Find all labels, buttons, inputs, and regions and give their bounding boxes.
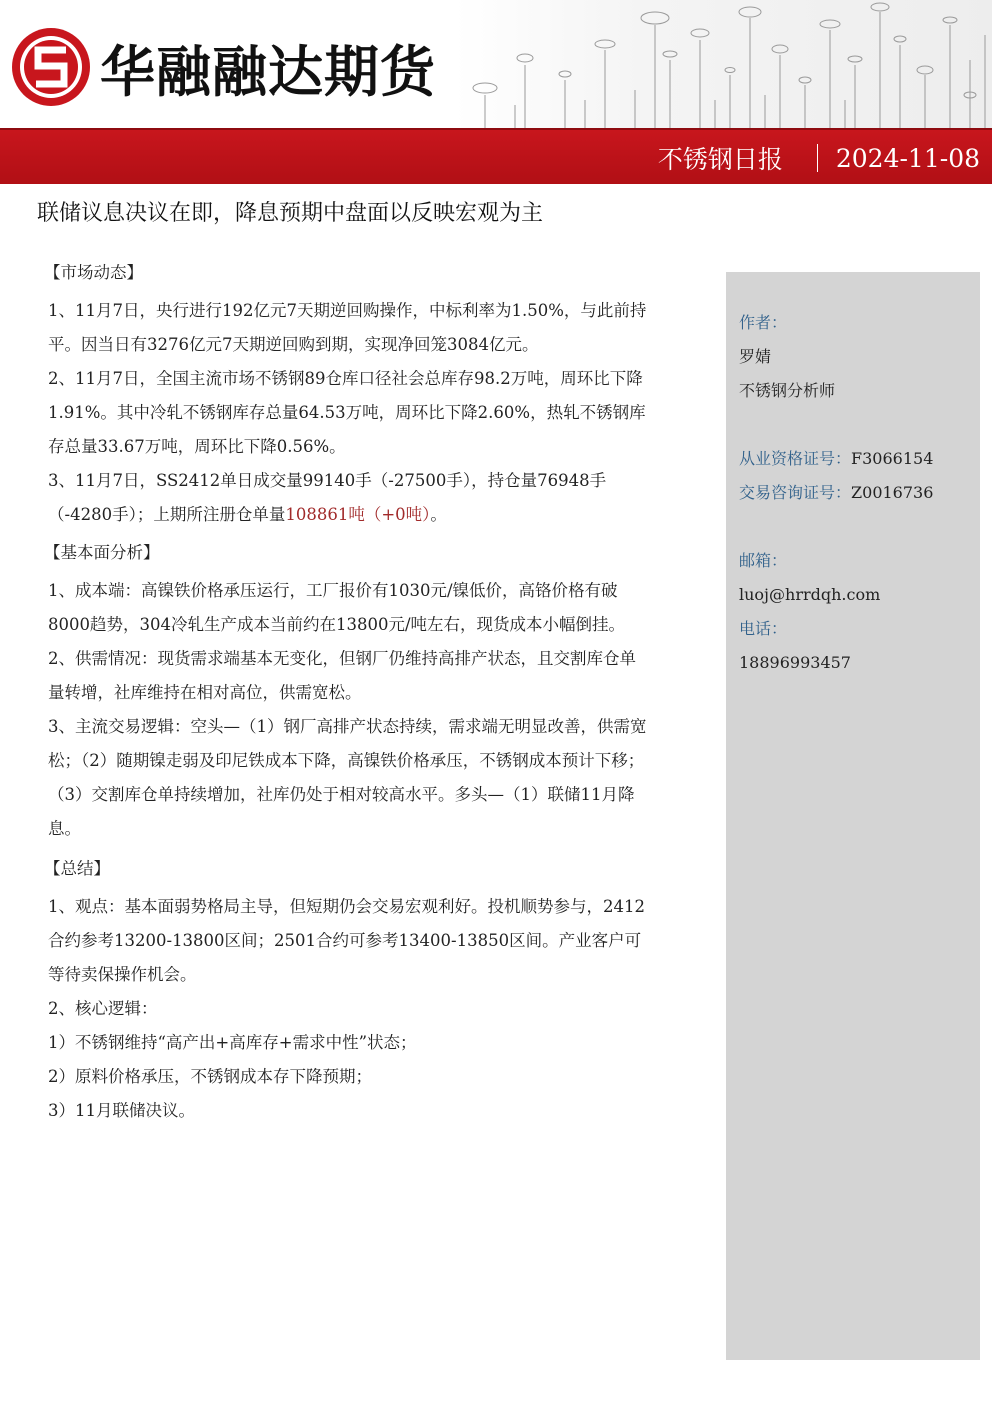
warehouse-receipt-highlight: 108861吨（+0吨）: [285, 505, 431, 524]
title-band: [0, 128, 992, 184]
market-paragraph-1: 1、11月7日，央行进行192亿元7天期逆回购操作，中标利率为1.50%，与此前持平。因当日有3276亿元7天期逆回购到期，实现净回笼3084亿元。: [48, 301, 647, 354]
report-meta: [658, 140, 980, 176]
email-label: 邮箱：: [739, 551, 788, 570]
market-paragraph-2: 2、11月7日，全国主流市场不锈钢89仓库口径社会总库存98.2万吨，周环比下降1.91%。其中冷轧不锈钢库存总量64.53万吨，周环比下降2.60%，热轧不锈钢库存总量33.67万吨，周环比下降0.56%。: [48, 369, 646, 456]
report-type: 不锈钢日报: [657, 145, 783, 174]
s-seal-logo-icon: [10, 26, 92, 108]
author-label: 作者：: [739, 313, 788, 332]
band-divider: [817, 144, 818, 172]
summary-paragraph-4: 2）原料价格承压，不锈钢成本存下降预期；: [48, 1067, 372, 1086]
author-sidebar: [726, 272, 980, 1360]
email-link[interactable]: luoj@hrrdqh.com: [739, 585, 881, 604]
author-title: 不锈钢分析师: [739, 381, 836, 400]
market-paragraph-3-main: 3、11月7日，SS2412单日成交量99140手（-27500手），持仓量76948手（-4280手）；上期所注册仓单量: [48, 471, 607, 524]
main-content: [44, 256, 648, 1128]
summary-paragraph-1: 1、观点：基本面弱势格局主导，但短期仍会交易宏观利好。投机顺势参与，2412合约参考13200-13800区间；2501合约可参考13400-13850区间。产业客户可等待卖保操作机会。: [48, 897, 645, 984]
header-decoration: [455, 0, 992, 128]
cert-line: [739, 442, 933, 476]
consult-line: [739, 476, 933, 510]
phone-number: 18896993457: [739, 653, 851, 672]
summary-paragraph-3: 1）不锈钢维持“高产出+高库存+需求中性”状态；: [48, 1033, 417, 1052]
consult-label: 交易咨询证号：: [739, 483, 852, 502]
fundamental-paragraph-2: 2、供需情况：现货需求端基本无变化，但钢厂仍维持高排产状态，且交割库仓单量转增，社库维持在相对高位，供需宽松。: [48, 649, 636, 702]
fundamental-paragraph-1: 1、成本端：高镍铁价格承压运行，工厂报价有1030元/镍低价，高铬价格有破8000趋势，304冷轧生产成本当前约在13800元/吨左右，现货成本小幅倒挂。: [48, 581, 626, 634]
market-paragraph-3-end: 。: [430, 505, 447, 524]
consult-number: Z0016736: [851, 483, 934, 502]
section-title-fundamental: 【基本面分析】: [44, 543, 160, 562]
market-paragraph-3: [48, 464, 648, 532]
section-title-market: 【市场动态】: [44, 263, 143, 282]
fundamental-paragraph-3: 3、主流交易逻辑：空头—（1）钢厂高排产状态持续，需求端无明显改善，供需宽松；（2）随期镍走弱及印尼铁成本下降，高镍铁价格承压，不锈钢成本预计下移；（3）交割库仓单持续增加，社库仍处于相对较高水平。多头—（1）联储11月降息。: [48, 717, 647, 838]
summary-paragraph-5: 3）11月联储决议。: [48, 1101, 195, 1120]
cert-label: 从业资格证号：: [739, 449, 852, 468]
author-name: 罗婧: [739, 347, 772, 366]
brand-logo: [10, 22, 436, 112]
brand-name: 华融融达期货: [100, 39, 437, 104]
section-title-summary: 【总结】: [44, 859, 110, 878]
summary-paragraph-2: 2、核心逻辑：: [48, 999, 158, 1018]
report-date: 2024-11-08: [835, 143, 980, 173]
report-headline: 联储议息决议在即，降息预期中盘面以反映宏观为主: [37, 201, 544, 226]
phone-label: 电话：: [739, 619, 788, 638]
cert-number: F3066154: [851, 449, 934, 468]
